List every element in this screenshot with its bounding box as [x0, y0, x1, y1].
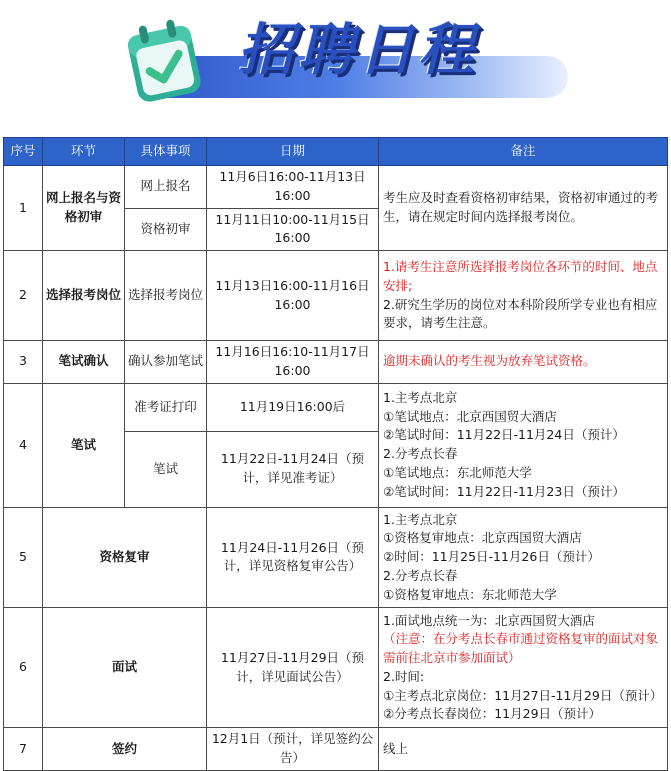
row-no: 5 [4, 507, 43, 608]
note-line: ①主考点北京岗位：11月27日-11月29日（预计） [383, 687, 663, 703]
table-row [4, 507, 668, 608]
header-stage: 环节 [43, 138, 125, 166]
row-date: 11月6日16:00-11月13日16:00 [207, 166, 379, 209]
row-date: 12月1日（预计，详见签约公告） [207, 728, 379, 771]
header-date: 日期 [207, 138, 379, 166]
row-no: 2 [4, 251, 43, 341]
row-note: 逾期未确认的考生视为放弃笔试资格。 [379, 341, 668, 384]
row-no: 3 [4, 341, 43, 384]
row-stage: 选择报考岗位 [43, 251, 125, 341]
row-note [379, 251, 668, 341]
row-item: 笔试 [125, 431, 207, 507]
note-line: ②时间：11月25日-11月26日（预计） [383, 549, 600, 564]
table-header-row [4, 138, 668, 166]
row-no: 6 [4, 608, 43, 728]
header-note: 备注 [379, 138, 668, 166]
header-item: 具体事项 [125, 138, 207, 166]
row-date: 11月27日-11月29日（预计，详见面试公告） [207, 608, 379, 728]
note-warning: （注意：在分考点长春市通过资格复审的面试对象需前往北京市参加面试） [383, 631, 659, 665]
schedule-table-wrapper [3, 137, 667, 771]
row-note: 线上 [379, 728, 668, 771]
row-note [379, 608, 668, 728]
row-date: 11月24日-11月26日（预计，详见资格复审公告） [207, 507, 379, 608]
calendar-check-icon [118, 12, 210, 110]
note-line: 1.面试地点统一为：北京西国贸大酒店 [383, 612, 595, 628]
row-note [379, 383, 668, 507]
note-line: ①笔试地点：北京西国贸大酒店 [383, 408, 557, 424]
row-note [379, 507, 668, 608]
row-no: 7 [4, 728, 43, 771]
row-stage: 签约 [43, 728, 207, 771]
note-line: ②笔试时间：11月22日-11月24日（预计） [383, 427, 625, 443]
row-stage: 网上报名与资格初审 [43, 166, 125, 251]
note-line: 2.分考点长春 [383, 567, 458, 583]
table-row [4, 608, 668, 728]
row-item: 选择报考岗位 [125, 251, 207, 341]
row-stage: 笔试 [43, 383, 125, 507]
note-line: ①资格复审地点：东北师范大学 [383, 586, 557, 602]
row-item: 资格初审 [125, 208, 207, 251]
note-line: ②笔试时间：11月22日-11月23日（预计） [383, 483, 625, 499]
row-date: 11月19日16:00后 [207, 383, 379, 431]
note-line: ①资格复审地点：北京西国贸大酒店 [383, 530, 582, 546]
row-no: 1 [4, 166, 43, 251]
row-date: 11月11日10:00-11月15日16:00 [207, 208, 379, 251]
banner [0, 0, 671, 118]
note-line: ①笔试地点：东北师范大学 [383, 464, 532, 480]
row-date: 11月22日-11月24日（预计，详见准考证） [207, 431, 379, 507]
table-row [4, 251, 668, 341]
note-line: 1.主考点北京 [383, 511, 458, 527]
row-item: 准考证打印 [125, 383, 207, 431]
row-item: 确认参加笔试 [125, 341, 207, 384]
schedule-table [3, 137, 668, 771]
row-date: 11月16日16:10-11月17日16:00 [207, 341, 379, 384]
note-line: 2.时间: [383, 668, 425, 684]
note-line: 2.分考点长春 [383, 446, 458, 461]
row-stage: 笔试确认 [43, 341, 125, 384]
header-no: 序号 [4, 138, 43, 166]
note-line: ②分考点长春岗位：11月29日（预计） [383, 706, 602, 722]
row-no: 4 [4, 383, 43, 507]
note-text: 2.研究生学历的岗位对本科阶段所学专业也有相应要求，请考生注意。 [383, 296, 658, 331]
row-date: 11月13日16:00-11月16日16:00 [207, 251, 379, 341]
row-note: 考生应及时查看资格初审结果，资格初审通过的考生，请在规定时间内选择报考岗位。 [379, 166, 668, 251]
table-row [4, 383, 668, 431]
note-line: 1.主考点北京 [383, 389, 458, 405]
note-warning: 1.请考生注意所选择报考岗位各环节的时间、地点安排; [383, 259, 658, 293]
table-row [4, 166, 668, 209]
row-stage: 面试 [43, 608, 207, 728]
row-item: 网上报名 [125, 166, 207, 209]
table-row [4, 341, 668, 384]
page-title: 招聘日程 [238, 18, 478, 83]
row-stage: 资格复审 [43, 507, 207, 608]
